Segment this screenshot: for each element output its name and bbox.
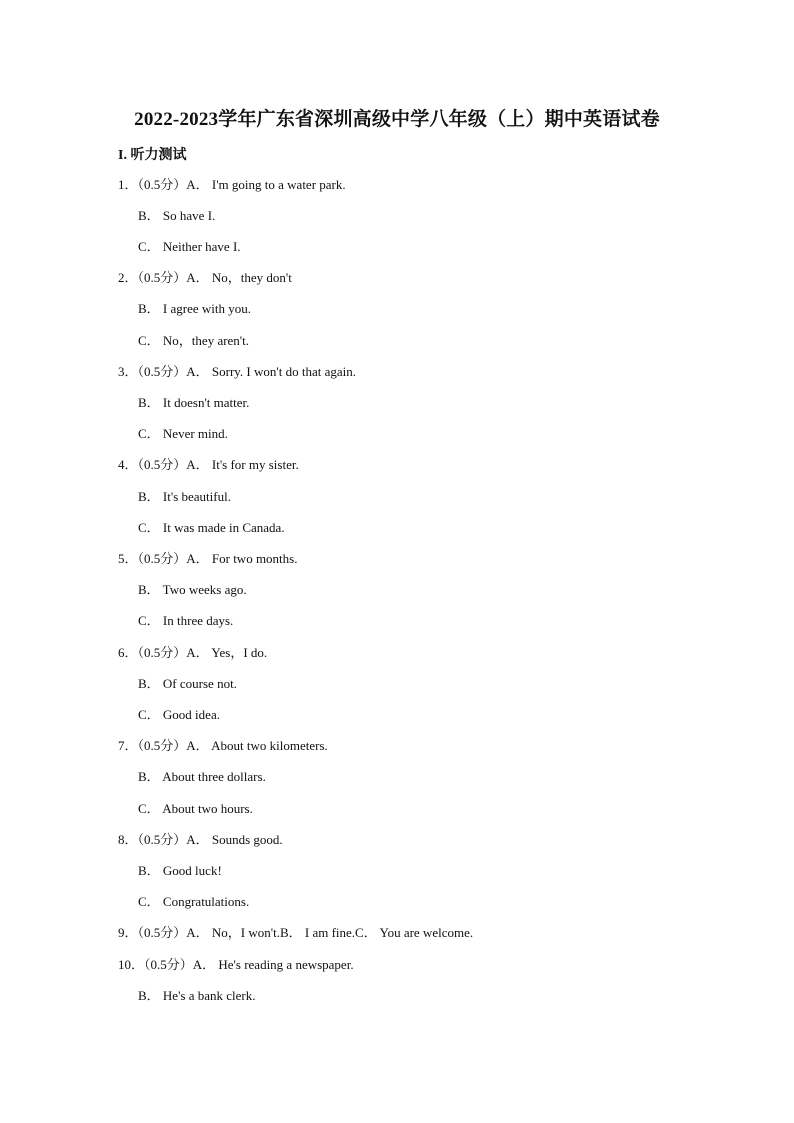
question-4: 4．（0.5分）A． It's for my sister. [118,457,299,472]
question-1-option-b: B． So have I. [138,208,216,223]
question-5-option-b: B． Two weeks ago. [138,582,247,597]
question-5-option-c: C． In three days. [138,613,234,628]
question-1-option-c: C． Neither have I. [138,239,241,254]
question-8-option-c: C． Congratulations. [138,894,250,909]
section-heading-listening: I. 听力测试 [118,148,187,163]
question-10: 10．（0.5分）A． He's reading a newspaper. [118,957,354,972]
question-10-option-b: B． He's a bank clerk. [138,988,256,1003]
exam-title: 2022-2023学年广东省深圳高级中学八年级（上）期中英语试卷 [134,109,660,130]
question-4-option-c: C． It was made in Canada. [138,520,285,535]
question-7: 7．（0.5分）A． About two kilometers. [118,738,328,753]
question-2-option-c: C． No，they aren't. [138,333,250,348]
question-8-option-b: B． Good luck! [138,863,222,878]
question-6: 6．（0.5分）A． Yes，I do. [118,645,268,660]
question-7-option-b: B． About three dollars. [138,769,266,784]
question-2: 2．（0.5分）A． No，they don't [118,270,292,285]
question-9: 9．（0.5分）A． No，I won't.B． I am fine.C． You are welcome. [118,925,474,940]
question-1: 1．（0.5分）A． I'm going to a water park. [118,177,346,192]
question-3: 3．（0.5分）A． Sorry. I won't do that again. [118,364,356,379]
question-8: 8．（0.5分）A． Sounds good. [118,832,283,847]
question-3-option-b: B． It doesn't matter. [138,395,250,410]
question-7-option-c: C． About two hours. [138,801,253,816]
question-6-option-c: C． Good idea. [138,707,220,722]
question-2-option-b: B． I agree with you. [138,301,252,316]
question-4-option-b: B． It's beautiful. [138,489,231,504]
question-5: 5．（0.5分）A． For two months. [118,551,298,566]
question-3-option-c: C． Never mind. [138,426,228,441]
question-6-option-b: B． Of course not. [138,676,237,691]
